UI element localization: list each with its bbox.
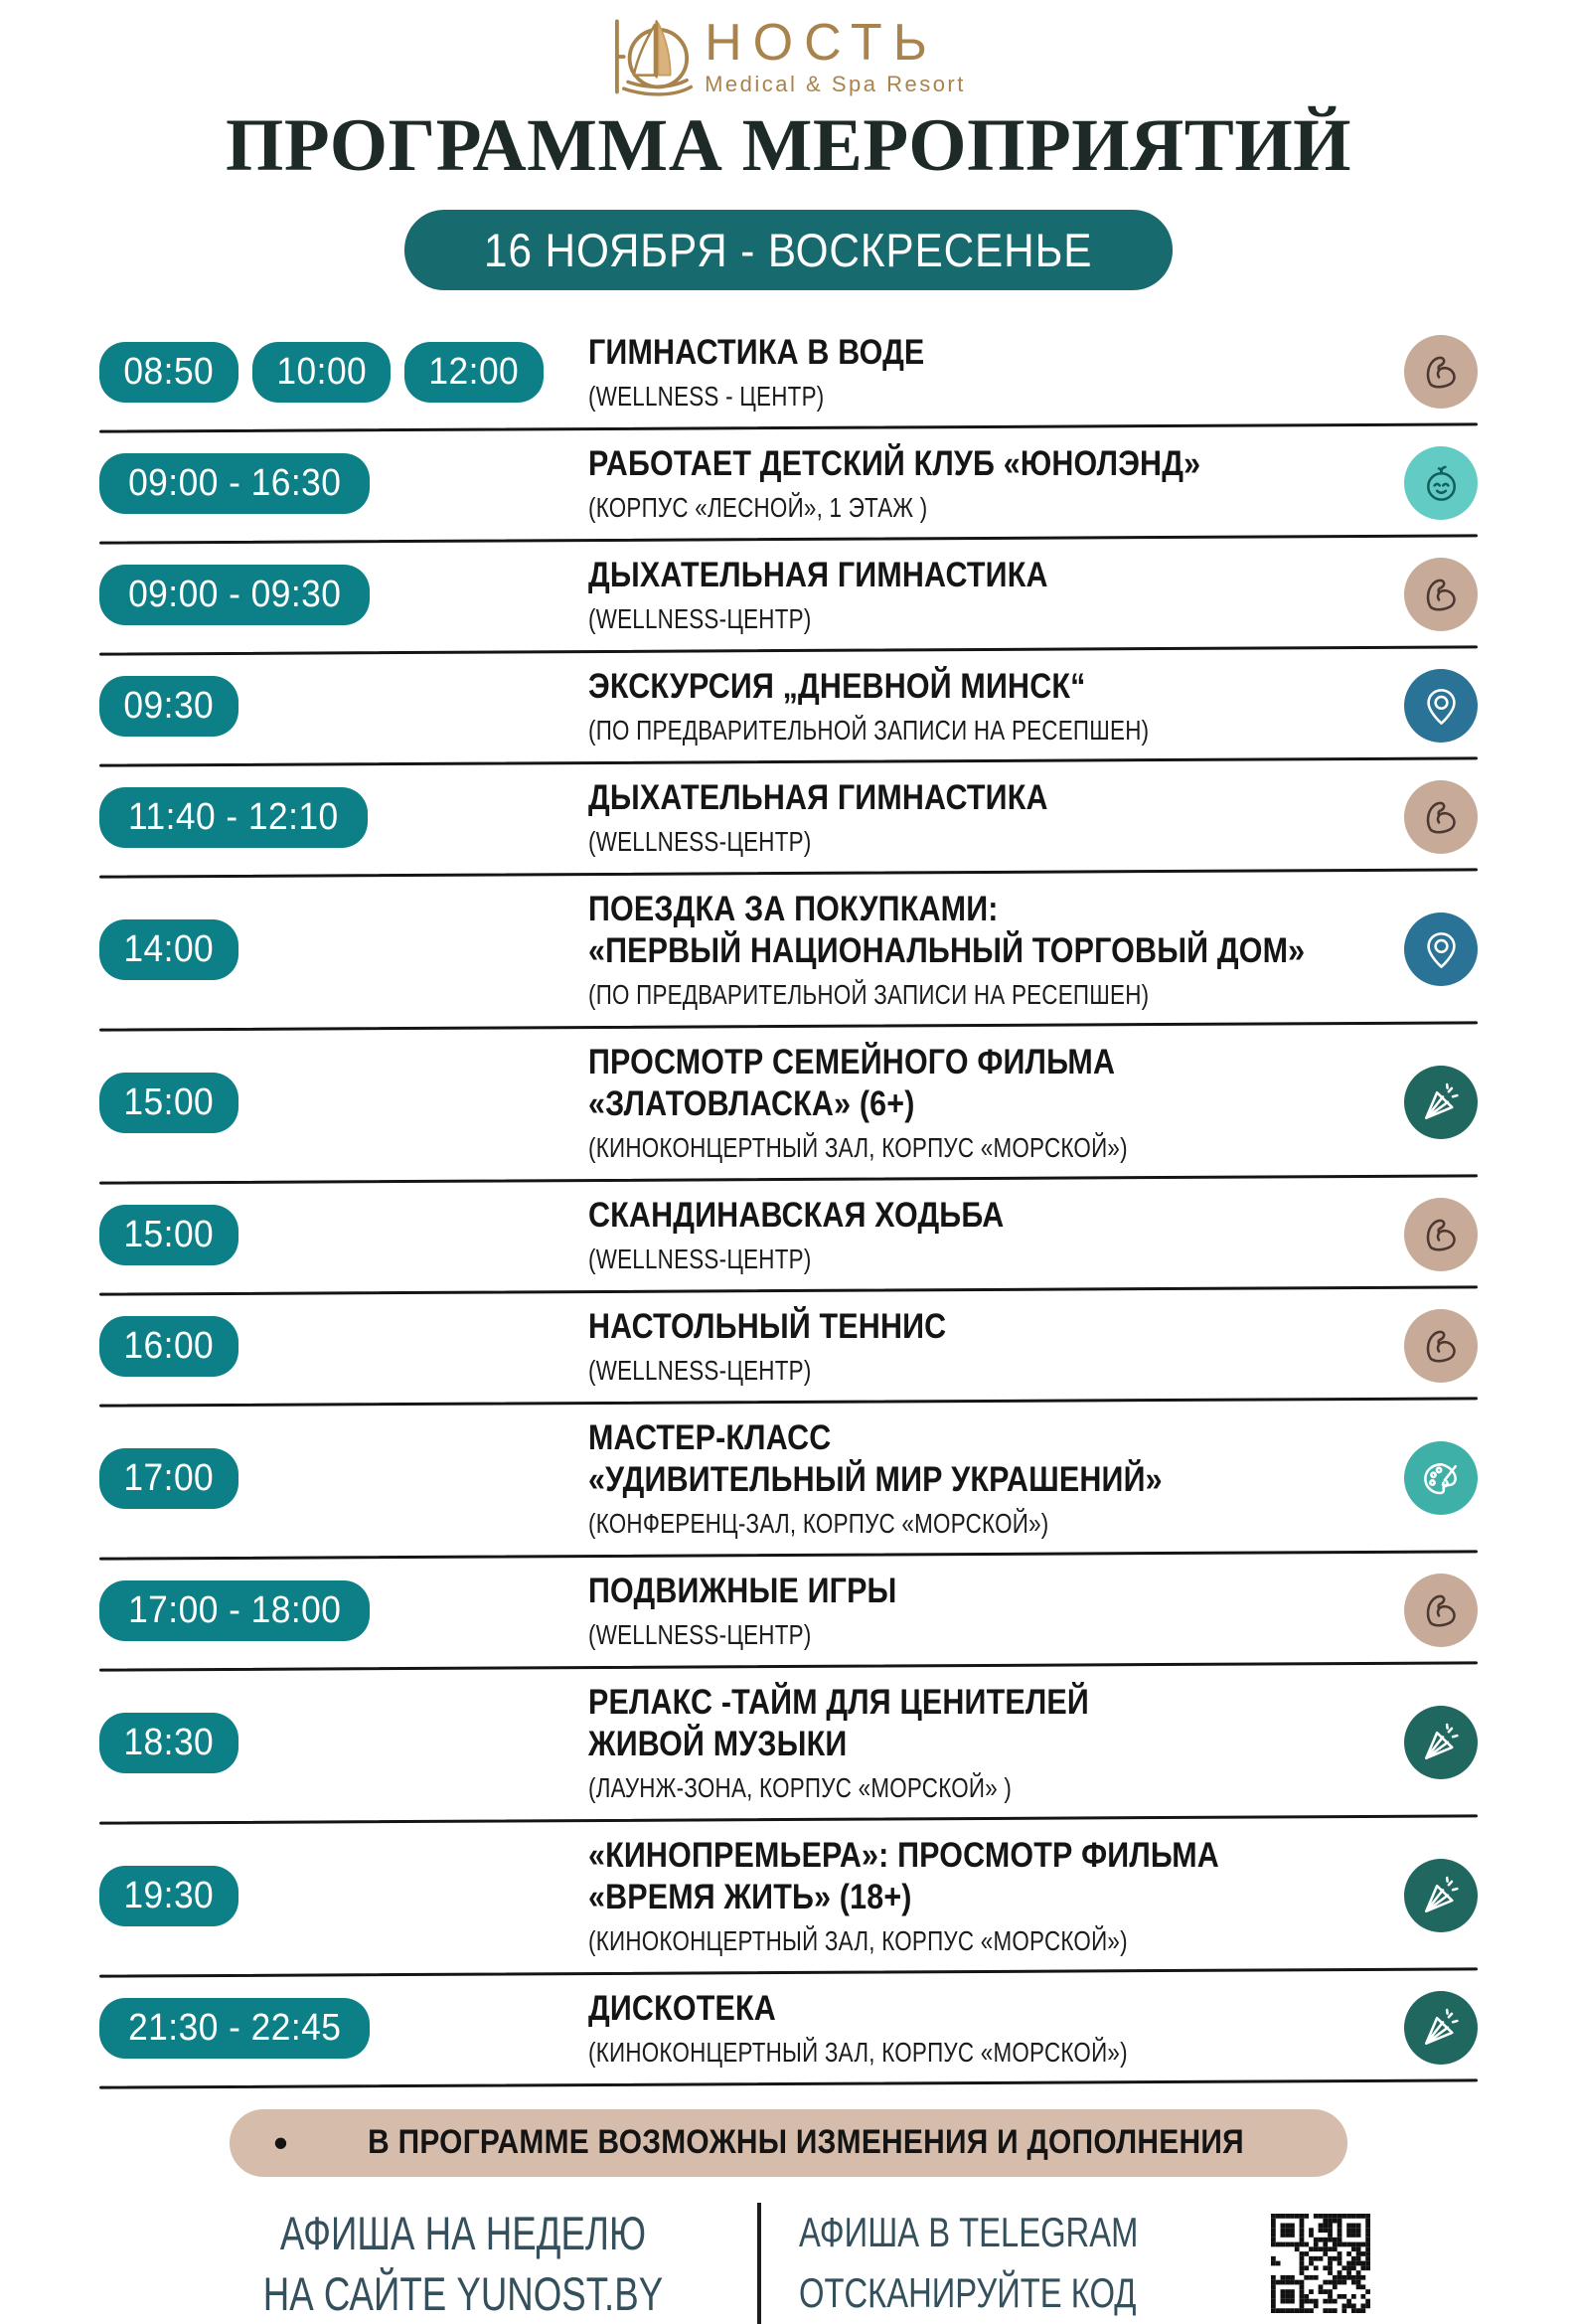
time-badge: 12:00 bbox=[404, 342, 544, 403]
event-title-line: ЖИВОЙ МУЗЫКИ bbox=[588, 1724, 848, 1763]
party-icon bbox=[1404, 1991, 1478, 2065]
event-times bbox=[99, 1998, 588, 2059]
event-info bbox=[588, 443, 1404, 524]
event-location: (КИНОКОНЦЕРТНЫЙ ЗАЛ, КОРПУС «МОРСКОЙ») bbox=[588, 1131, 1128, 1163]
pin-icon bbox=[1404, 913, 1478, 986]
event-title-line: «КИНОПРЕМЬЕРА»: ПРОСМОТР ФИЛЬМА bbox=[588, 1835, 1219, 1875]
event-row bbox=[99, 1404, 1478, 1554]
event-times bbox=[99, 1713, 588, 1773]
event-info bbox=[588, 1682, 1404, 1804]
event-location: (ЛАУНЖ-ЗОНА, КОРПУС «МОРСКОЙ» ) bbox=[588, 1771, 1013, 1803]
event-times bbox=[99, 1316, 588, 1377]
footer-website-block bbox=[207, 2203, 719, 2324]
event-times bbox=[99, 1073, 588, 1133]
footer-scan-text: ОТСКАНИРУЙТЕ КОД bbox=[798, 2268, 1137, 2316]
event-title-line: РЕЛАКС -ТАЙМ ДЛЯ ЦЕНИТЕЛЕЙ bbox=[588, 1682, 1089, 1722]
event-title-line: МАСТЕР-КЛАСС bbox=[588, 1417, 832, 1457]
footer bbox=[99, 2203, 1478, 2324]
time-badge: 08:50 bbox=[99, 342, 238, 403]
event-times bbox=[99, 342, 588, 403]
event-row bbox=[99, 763, 1478, 872]
event-row bbox=[99, 1181, 1478, 1289]
event-location: (КОНФЕРЕНЦ-ЗАЛ, КОРПУС «МОРСКОЙ») bbox=[588, 1507, 1049, 1539]
footer-telegram-block bbox=[799, 2203, 1234, 2324]
event-times bbox=[99, 1866, 588, 1926]
muscle-icon bbox=[1404, 335, 1478, 409]
event-title-line: РАБОТАЕТ ДЕТСКИЙ КЛУБ «ЮНОЛЭНД» bbox=[588, 443, 1201, 483]
event-info bbox=[588, 1571, 1404, 1651]
event-info bbox=[588, 1306, 1404, 1387]
time-badge: 16:00 bbox=[99, 1316, 238, 1377]
event-title bbox=[588, 332, 1404, 374]
event-info bbox=[588, 1195, 1404, 1275]
event-location: (WELLNESS-ЦЕНТР) bbox=[588, 1618, 812, 1650]
event-title bbox=[588, 1042, 1404, 1125]
resort-logo bbox=[99, 0, 1478, 99]
event-row bbox=[99, 1557, 1478, 1665]
party-icon bbox=[1404, 1706, 1478, 1779]
time-badge: 09:30 bbox=[99, 676, 238, 737]
event-title-line: ПРОСМОТР СЕМЕЙНОГО ФИЛЬМА bbox=[588, 1042, 1116, 1081]
event-row bbox=[99, 875, 1478, 1025]
event-row bbox=[99, 1821, 1478, 1971]
event-title bbox=[588, 1417, 1404, 1501]
event-title bbox=[588, 1988, 1404, 2030]
event-title-line: «УДИВИТЕЛЬНЫЙ МИР УКРАШЕНИЙ» bbox=[588, 1459, 1163, 1499]
event-title-line: ДЫХАТЕЛЬНАЯ ГИМНАСТИКА bbox=[588, 555, 1048, 594]
event-location: (WELLNESS-ЦЕНТР) bbox=[588, 1243, 812, 1274]
event-location: (КИНОКОНЦЕРТНЫЙ ЗАЛ, КОРПУС «МОРСКОЙ») bbox=[588, 1924, 1128, 1956]
event-location: (КОРПУС «ЛЕСНОЙ», 1 ЭТАЖ ) bbox=[588, 491, 928, 523]
event-row bbox=[99, 1028, 1478, 1178]
footer-divider bbox=[757, 2203, 761, 2324]
event-info bbox=[588, 777, 1404, 858]
event-location: (WELLNESS - ЦЕНТР) bbox=[588, 380, 825, 412]
time-badge: 09:00 - 09:30 bbox=[99, 565, 370, 625]
footer-week-poster-text: АФИША НА НЕДЕЛЮ bbox=[279, 2206, 646, 2259]
event-row bbox=[99, 652, 1478, 760]
event-title-line: «ВРЕМЯ ЖИТЬ» (18+) bbox=[588, 1877, 912, 1916]
event-location: (WELLNESS-ЦЕНТР) bbox=[588, 1354, 812, 1386]
event-title bbox=[588, 1195, 1404, 1237]
event-info bbox=[588, 1042, 1404, 1164]
time-badge: 21:30 - 22:45 bbox=[99, 1998, 370, 2059]
event-title-line: «ЗЛАТОВЛАСКА» (6+) bbox=[588, 1083, 915, 1123]
event-title bbox=[588, 1306, 1404, 1348]
footer-telegram-text: АФИША В TELEGRAM bbox=[798, 2208, 1138, 2255]
event-times bbox=[99, 1205, 588, 1265]
event-title bbox=[588, 666, 1404, 708]
event-times bbox=[99, 453, 588, 514]
pin-icon bbox=[1404, 669, 1478, 743]
party-icon bbox=[1404, 1066, 1478, 1139]
event-times bbox=[99, 787, 588, 848]
event-times bbox=[99, 565, 588, 625]
event-location: (ПО ПРЕДВАРИТЕЛЬНОЙ ЗАПИСИ НА РЕСЕПШЕН) bbox=[588, 978, 1150, 1010]
page-title: ПРОГРАММА МЕРОПРИЯТИЙ bbox=[225, 104, 1351, 187]
event-row bbox=[99, 1292, 1478, 1401]
event-title bbox=[588, 1682, 1404, 1765]
event-times bbox=[99, 676, 588, 737]
event-info bbox=[588, 1835, 1404, 1957]
event-info bbox=[588, 666, 1404, 747]
event-title-line: ЭКСКУРСИЯ „ДНЕВНОЙ МИНСК“ bbox=[588, 666, 1086, 706]
notice-badge bbox=[230, 2109, 1347, 2177]
events-list bbox=[99, 318, 1478, 2085]
time-badge: 11:40 - 12:10 bbox=[99, 787, 368, 848]
palette-icon bbox=[1404, 1441, 1478, 1515]
muscle-icon bbox=[1404, 558, 1478, 631]
footer-website-text: НА САЙТЕ YUNOST.BY bbox=[262, 2266, 663, 2320]
sailboat-logo-icon bbox=[611, 14, 699, 99]
date-badge-text: 16 НОЯБРЯ - ВОСКРЕСЕНЬЕ bbox=[484, 223, 1093, 276]
time-badge: 09:00 - 16:30 bbox=[99, 453, 370, 514]
event-title-line: ДИСКОТЕКА bbox=[588, 1988, 776, 2028]
event-title bbox=[588, 1571, 1404, 1612]
event-title-line: «ПЕРВЫЙ НАЦИОНАЛЬНЫЙ ТОРГОВЫЙ ДОМ» bbox=[588, 930, 1306, 970]
qr-code bbox=[1271, 2214, 1370, 2313]
muscle-icon bbox=[1404, 1309, 1478, 1383]
event-times bbox=[99, 919, 588, 980]
logo-subtitle: Medical & Spa Resort bbox=[705, 71, 966, 96]
event-times bbox=[99, 1580, 588, 1641]
party-icon bbox=[1404, 1859, 1478, 1932]
event-title-line: ПОДВИЖНЫЕ ИГРЫ bbox=[588, 1571, 897, 1610]
event-title bbox=[588, 443, 1404, 485]
time-badge: 15:00 bbox=[99, 1073, 238, 1133]
event-row bbox=[99, 541, 1478, 649]
event-location: (WELLNESS-ЦЕНТР) bbox=[588, 602, 812, 634]
event-title bbox=[588, 555, 1404, 596]
time-badge: 17:00 - 18:00 bbox=[99, 1580, 370, 1641]
event-info bbox=[588, 332, 1404, 413]
date-badge bbox=[404, 210, 1172, 290]
event-title-line: НАСТОЛЬНЫЙ ТЕННИС bbox=[588, 1306, 947, 1346]
event-title-line: ДЫХАТЕЛЬНАЯ ГИМНАСТИКА bbox=[588, 777, 1048, 817]
event-info bbox=[588, 1988, 1404, 2069]
event-row bbox=[99, 1974, 1478, 2082]
event-row bbox=[99, 1668, 1478, 1818]
notice-text: В ПРОГРАММЕ ВОЗМОЖНЫ ИЗМЕНЕНИЯ И ДОПОЛНЕНИЯ bbox=[367, 2123, 1244, 2162]
event-info bbox=[588, 889, 1404, 1011]
time-badge: 10:00 bbox=[252, 342, 392, 403]
event-title-line: СКАНДИНАВСКАЯ ХОДЬБА bbox=[588, 1195, 1005, 1235]
event-row bbox=[99, 429, 1478, 538]
event-title bbox=[588, 889, 1404, 972]
event-location: (ПО ПРЕДВАРИТЕЛЬНОЙ ЗАПИСИ НА РЕСЕПШЕН) bbox=[588, 714, 1150, 746]
time-badge: 14:00 bbox=[99, 919, 238, 980]
time-badge: 17:00 bbox=[99, 1448, 238, 1509]
event-info bbox=[588, 555, 1404, 635]
event-title-line: ПОЕЗДКА ЗА ПОКУПКАМИ: bbox=[588, 889, 999, 928]
time-badge: 15:00 bbox=[99, 1205, 238, 1265]
notice-bullet: • bbox=[273, 2118, 288, 2166]
logo-brand-text: НОСТЬ bbox=[705, 13, 938, 72]
baby-icon bbox=[1404, 446, 1478, 520]
event-info bbox=[588, 1417, 1404, 1540]
event-title bbox=[588, 777, 1404, 819]
event-location: (КИНОКОНЦЕРТНЫЙ ЗАЛ, КОРПУС «МОРСКОЙ») bbox=[588, 2036, 1128, 2068]
time-badge: 18:30 bbox=[99, 1713, 238, 1773]
time-badge: 19:30 bbox=[99, 1866, 238, 1926]
event-times bbox=[99, 1448, 588, 1509]
muscle-icon bbox=[1404, 1574, 1478, 1647]
event-title bbox=[588, 1835, 1404, 1918]
muscle-icon bbox=[1404, 1198, 1478, 1271]
event-row bbox=[99, 318, 1478, 426]
event-title-line: ГИМНАСТИКА В ВОДЕ bbox=[588, 332, 925, 372]
event-location: (WELLNESS-ЦЕНТР) bbox=[588, 825, 812, 857]
muscle-icon bbox=[1404, 780, 1478, 854]
